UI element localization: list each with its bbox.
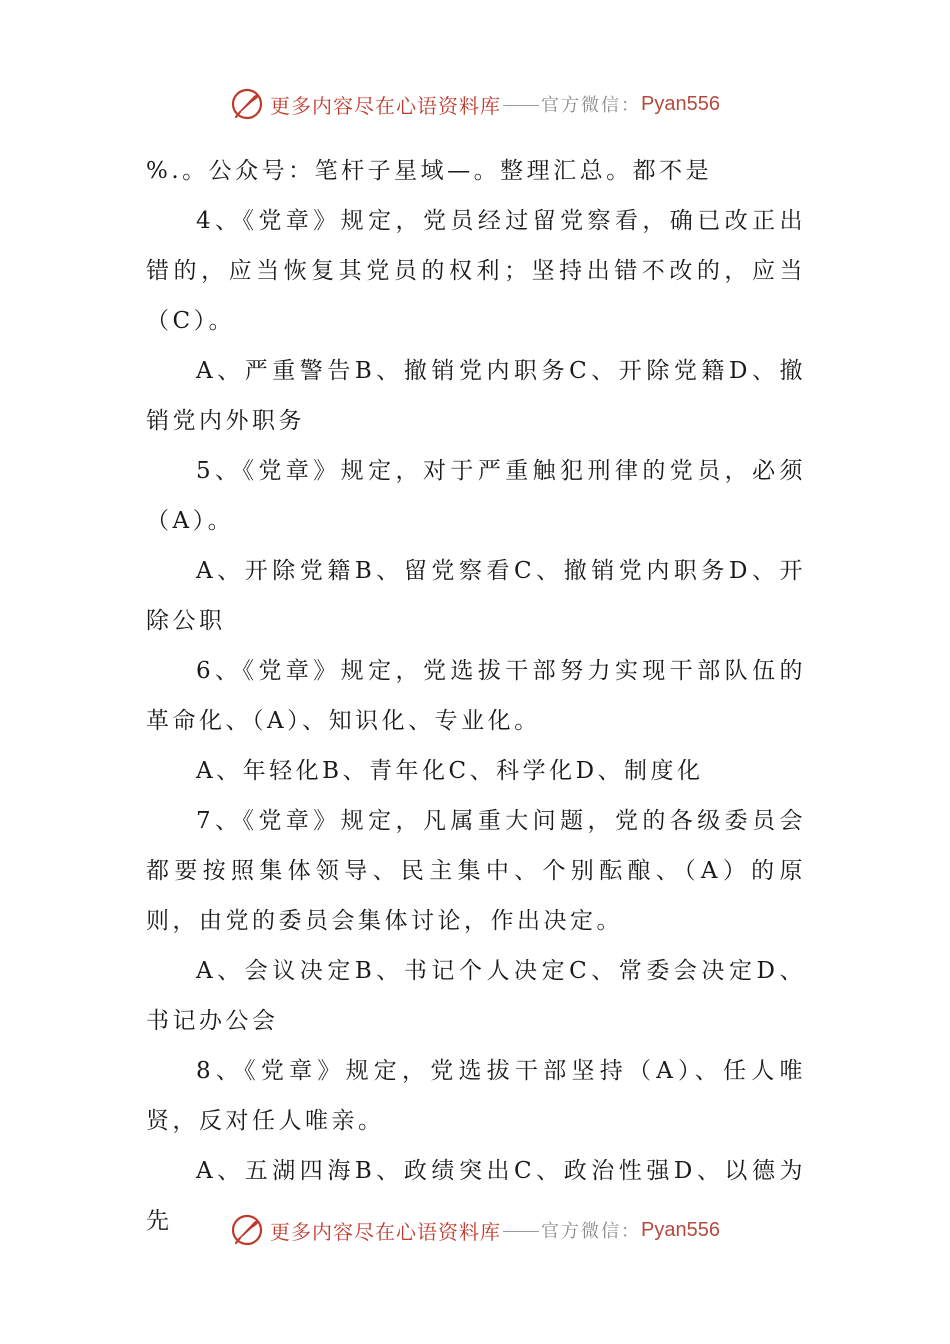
- quill-logo-icon: [230, 87, 264, 121]
- header-official-label: 官方微信：: [541, 95, 642, 116]
- footer-wechat-id: Pyan556: [641, 1218, 720, 1241]
- options-5: A、开除党籍B、留党察看C、撤销党内职务D、开除公职: [146, 558, 806, 634]
- options-8: A、五湖四海B、政绩突出C、政治性强D、以德为先: [146, 1158, 806, 1234]
- options-6: A、年轻化B、青年化C、科学化D、制度化: [196, 758, 704, 784]
- footer-brand-text: 更多内容尽在心语资料库: [270, 1219, 502, 1244]
- question-4: 4、《党章》规定，党员经过留党察看，确已改正出错的，应当恢复其党员的权利；坚持出错不改的，应当（C）。: [146, 208, 806, 334]
- question-7: 7、《党章》规定，凡属重大问题，党的各级委员会都要按照集体领导、民主集中、个别酝酿、（A）的原则，由党的委员会集体讨论，作出决定。: [146, 808, 806, 934]
- question-5: 5、《党章》规定，对于严重触犯刑律的党员，必须（A）。: [146, 458, 806, 534]
- question-8: 8、《党章》规定，党选拔干部坚持（A）、任人唯贤，反对任人唯亲。: [146, 1058, 806, 1134]
- footer-dash-divider: [503, 1231, 539, 1232]
- footer-official-label: 官方微信：: [541, 1221, 642, 1242]
- question-6: 6、《党章》规定，党选拔干部努力实现干部队伍的革命化、（A）、知识化、专业化。: [146, 658, 806, 734]
- footer-watermark-banner: [0, 1210, 950, 1250]
- header-watermark-banner: [0, 84, 950, 124]
- quill-logo-icon: [230, 1213, 264, 1247]
- options-7: A、会议决定B、书记个人决定C、常委会决定D、书记办公会: [146, 958, 806, 1034]
- header-dash-divider: [503, 105, 539, 106]
- options-4: A、严重警告B、撤销党内职务C、开除党籍D、撤销党内外职务: [146, 358, 806, 434]
- document-body: [146, 146, 806, 1246]
- header-wechat-id: Pyan556: [641, 92, 720, 115]
- paragraph-intro: %.。公众号：笔杆子星域—。整理汇总。都不是: [146, 158, 713, 184]
- header-brand-text: 更多内容尽在心语资料库: [270, 93, 502, 118]
